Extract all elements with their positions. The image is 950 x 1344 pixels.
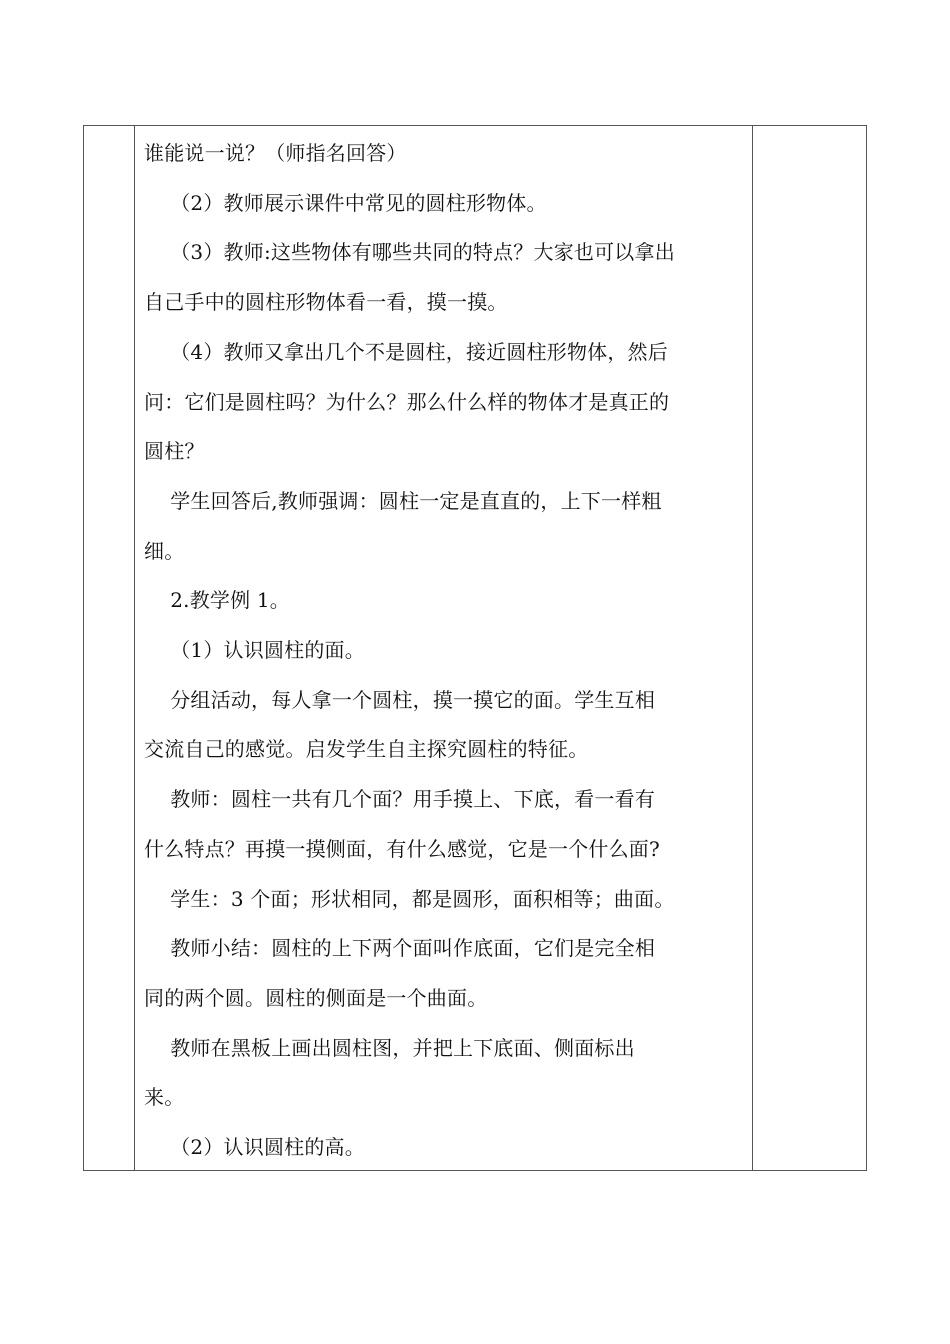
text-line: 圆柱？ [144,439,205,464]
text-line: 分组活动，每人拿一个圆柱，摸一摸它的面。学生互相 [144,687,656,712]
text-line: 来。 [144,1085,185,1110]
text-line: 教师在黑板上画出圆柱图，并把上下底面、侧面标出 [144,1035,635,1060]
text-line: 什么特点？再摸一摸侧面，有什么感觉，它是一个什么面? [144,836,660,861]
text-line: 问：它们是圆柱吗？为什么？那么什么样的物体才是真正的 [144,389,670,414]
text-line: 自己手中的圆柱形物体看一看，摸一摸。 [144,290,508,315]
text-line: （3）教师:这些物体有哪些共同的特点？大家也可以拿出 [144,240,675,265]
text-line: 细。 [144,538,185,563]
text-line: 教师：圆柱一共有几个面？用手摸上、下底，看一看有 [144,787,656,812]
lesson-table [83,125,867,1171]
text-line: （4）教师又拿出几个不是圆柱，接近圆柱形物体，然后 [144,339,668,364]
text-line: （2）认识圆柱的高。 [144,1135,365,1160]
text-line: 学生回答后,教师强调：圆柱一定是直直的，上下一样粗 [144,488,662,513]
text-line: （1）认识圆柱的面。 [144,638,365,663]
text-line: 教师小结：圆柱的上下两个面叫作底面，它们是完全相 [144,936,656,961]
content-cell [135,126,753,1170]
text-line: 学生：3 个面；形状相同，都是圆形，面积相等；曲面。 [144,886,675,911]
text-line: 交流自己的感觉。启发学生自主探究圆柱的特征。 [144,737,589,762]
text-line: 同的两个圆。圆柱的侧面是一个曲面。 [144,985,488,1010]
text-line: 2.教学例 1。 [144,588,290,613]
text-line: （2）教师展示课件中常见的圆柱形物体。 [144,190,547,215]
right-column-cell [753,126,866,1170]
text-line: 谁能说一说？（师指名回答） [144,141,407,165]
left-column-cell [84,126,135,1170]
